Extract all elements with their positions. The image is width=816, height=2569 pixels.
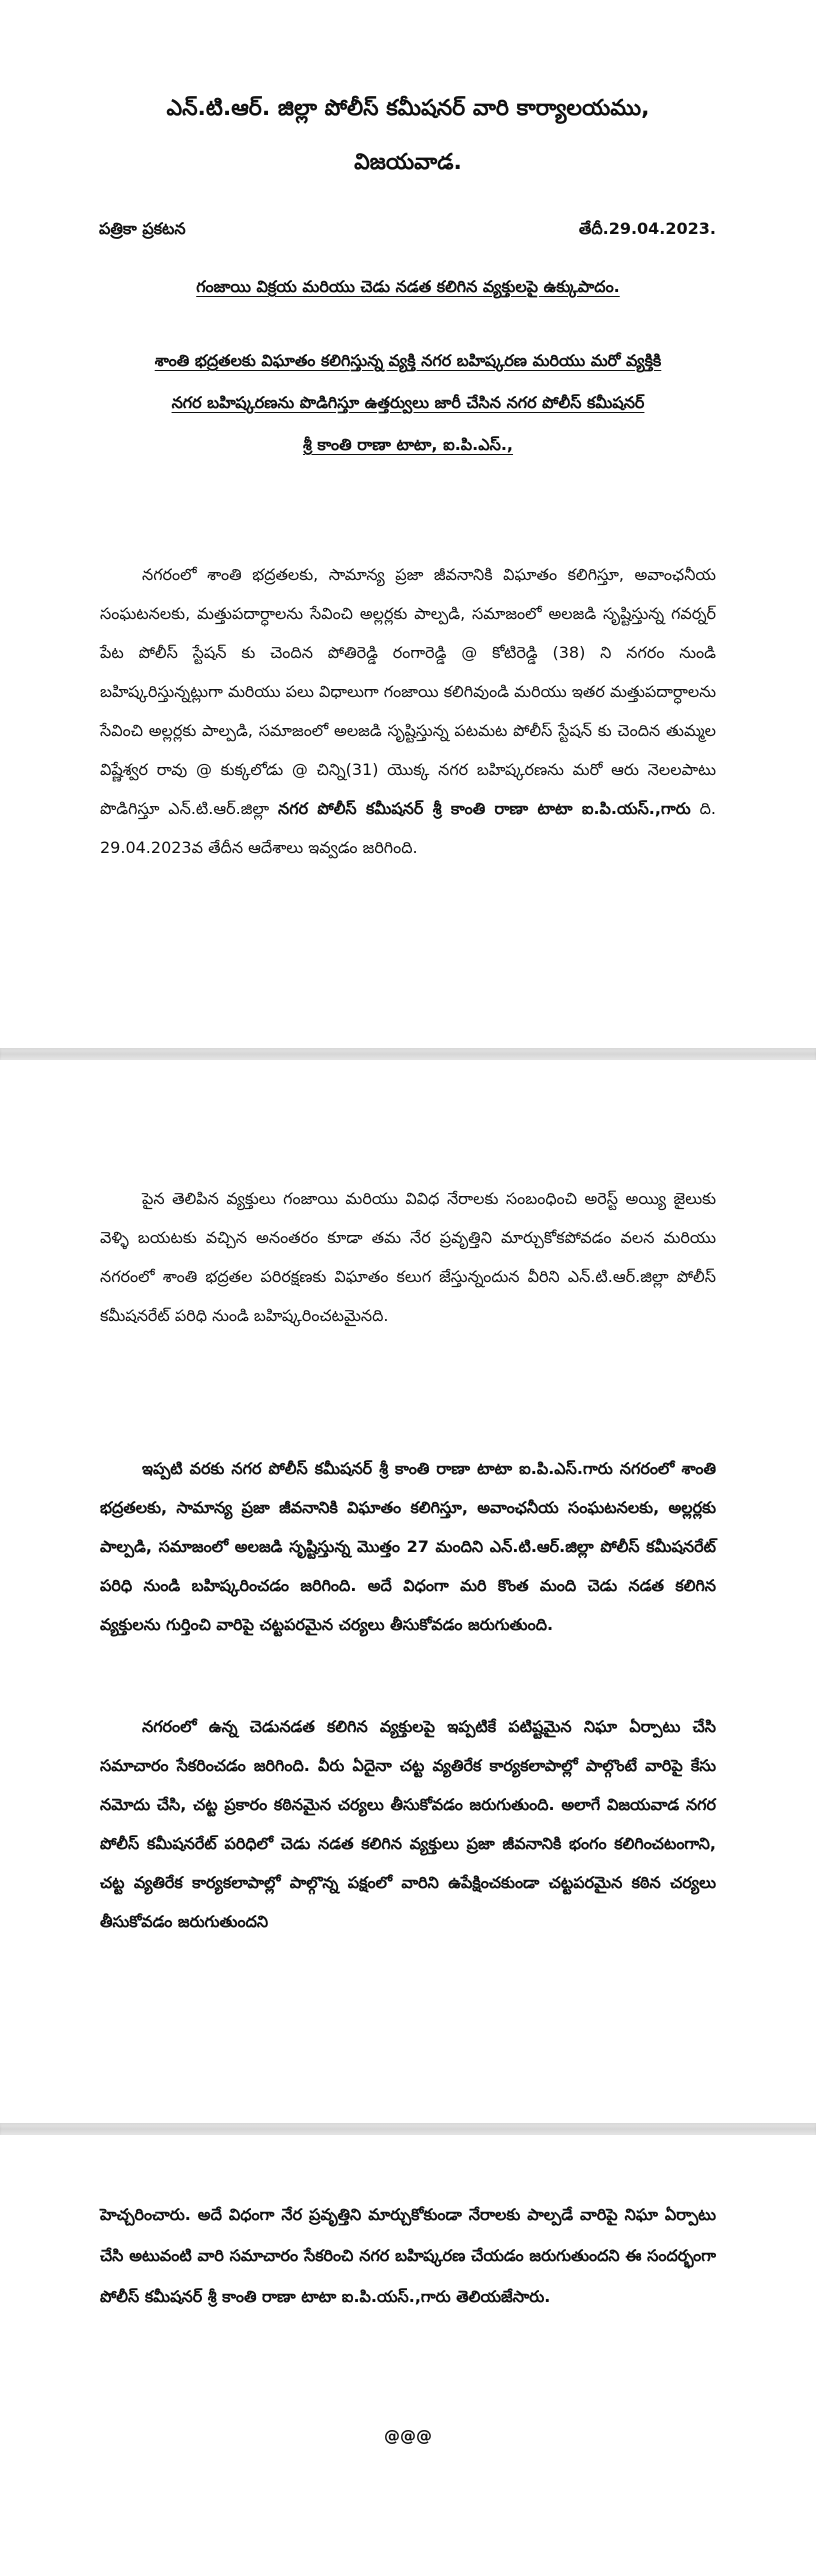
- subject-text: గంజాయి విక్రయ మరియు చెడు నడత కలిగిన వ్యక్తులపై ఉక్కుపాదం.: [196, 277, 620, 296]
- page-separator: [0, 2123, 816, 2135]
- headline-line-2: నగర బహిష్కరణను పొడిగిస్తూ ఉత్తర్వులు జారీ చేసిన నగర పోలీస్ కమీషనర్: [171, 393, 645, 412]
- paragraph-4: నగరంలో ఉన్న చెడునడత కలిగిన వ్యక్తులపై ఇప్పటికే పటిష్టమైన నిఘా ఏర్పాటు చేసి సమాచారం సేకరించడం జరిగింది. వీరు ఏదైనా చట్ట వ్యతిరేక కార్యకలాపాల్లో పాల్గొంటే వారిపై కేసు నమోదు చేసి, చట్ట ప్రకారం కఠినమైన చర్యలు తీసుకోవడం జరుగుతుంది. అలాగే విజయవాడ నగర పోలీస్ కమీషనరేట్ పరిధిలో చెడు నడత కలిగిన వ్యక్తులు ప్రజా జీవనానికి భంగం కలిగించటంగాని, చట్ట వ్యతిరేక కార్యకలాపాల్లో పాల్గొన్న పక్షంలో వారిని ఉపేక్షించకుండా చట్టపరమైన కఠిన చర్యలు తీసుకోవడం జరుగుతుందని: [100, 1717, 716, 1931]
- paragraph-1: [100, 555, 716, 867]
- paragraph-2: పైన తెలిపిన వ్యక్తులు గంజాయి మరియు వివిధ నేరాలకు సంబంధించి అరెస్ట్ అయ్యి జైలుకు వెళ్ళి బయటకు వచ్చిన అనంతరం కూడా తమ నేర ప్రవృత్తిని మార్చుకోకపోవడం వలన మరియు నగరంలో శాంతి భద్రతల పరిరక్షణకు విఘాతం కలుగ జేస్తున్నందున వీరిని ఎన్.టి.ఆర్.జిల్లా పోలీస్ కమీషనరేట్ పరిధి నుండి బహిష్కరించటమైనది.: [100, 1189, 716, 1325]
- paragraph-3: ఇప్పటి వరకు నగర పోలీస్ కమీషనర్ శ్రీ కాంతి రాణా టాటా ఐ.పి.ఎస్.గారు నగరంలో శాంతి భద్రతలకు, సామాన్య ప్రజా జీవనానికి విఘాతం కలిగిస్తూ, అవాంఛనీయ సంఘటనలకు, అల్లర్లకు పాల్పడి, సమాజంలో అలజడి సృష్టిస్తున్న మొత్తం 27 మందిని ఎన్.టి.ఆర్.జిల్లా పోలీస్ కమీషనరేట్ పరిధి నుండి బహిష్కరించడం జరిగింది. అదే విధంగా మరి కొంత మంది చెడు నడత కలిగిన వ్యక్తులను గుర్తించి వారిపై చట్టపరమైన చర్యలు తీసుకోవడం జరుగుతుంది.: [100, 1459, 716, 1634]
- office-title: ఎన్.టి.ఆర్. జిల్లా పోలీస్ కమీషనర్ వారి కార్యాలయము,: [166, 96, 650, 121]
- release-date: తేదీ.29.04.2023.: [578, 219, 716, 238]
- paragraph-1-end: ది. 29.04.2023వ తేదీన ఆదేశాలు ఇవ్వడం జరిగింది.: [100, 799, 716, 857]
- office-city: విజయవాడ.: [354, 150, 462, 175]
- subject-line: [0, 277, 816, 300]
- document-page-3: [0, 2135, 816, 2569]
- headline-line-1: శాంతి భద్రతలకు విఘాతం కలిగిస్తున్న వ్యక్తి నగర బహిష్కరణ మరియు మరో వ్యక్తికి: [154, 351, 662, 370]
- press-release-label: పత్రికా ప్రకటన: [99, 219, 186, 238]
- paragraph-1-commissioner: నగర పోలీస్ కమీషనర్ శ్రీ కాంతి రాణా టాటా ఐ.పి.యస్.,గారు: [278, 799, 691, 818]
- page-separator: [0, 1048, 816, 1060]
- end-mark: @@@: [384, 2426, 432, 2445]
- headline-line-3: శ్రీ కాంతి రాణా టాటా, ఐ.పి.ఎస్.,: [302, 435, 514, 454]
- document-page-2: [0, 1060, 816, 2123]
- paragraph-1-text: నగరంలో శాంతి భద్రతలకు, సామాన్య ప్రజా జీవనానికి విఘాతం కలిగిస్తూ, అవాంఛనీయ సంఘటనలకు, మత్తుపదార్ధాలను సేవించి అల్లర్లకు పాల్పడి, సమాజంలో అలజడి సృష్టిస్తున్న గవర్నర్ పేట పోలీస్ స్టేషన్ కు చెందిన పోతిరెడ్డి రంగారెడ్డి @ కోటిరెడ్డి (38) ని నగరం నుండి బహిష్కరిస్తున్నట్లుగా మరియు పలు విధాలుగా గంజాయి కలిగివుండి మరియు ఇతర మత్తుపదార్ధాలను సేవించి అల్లర్లకు పాల్పడి, సమాజంలో అలజడి సృష్టిస్తున్న పటమట పోలీస్ స్టేషన్ కు చెందిన తుమ్మల విష్ణేశ్వర రావు @ కుక్కలోడు @ చిన్ని(31) యొక్క నగర బహిష్కరణను మరో ఆరు నెలలపాటు పొడిగిస్తూ ఎన్.టి.ఆర్.జిల్లా: [100, 565, 716, 818]
- headline: [0, 340, 816, 466]
- document-page-1: [0, 0, 816, 1048]
- paragraph-5: హెచ్చరించారు. అదే విధంగా నేర ప్రవృత్తిని మార్చుకోకుండా నేరాలకు పాల్పడే వారిపై నిఘా ఏర్పాటు చేసి అటువంటి వారి సమాచారం సేకరించి నగర బహిష్కరణ చేయడం జరుగుతుందని ఈ సందర్భంగా పోలీస్ కమీషనర్ శ్రీ కాంతి రాణా టాటా ఐ.పి.యస్.,గారు తెలియజేసారు.: [100, 2205, 716, 2306]
